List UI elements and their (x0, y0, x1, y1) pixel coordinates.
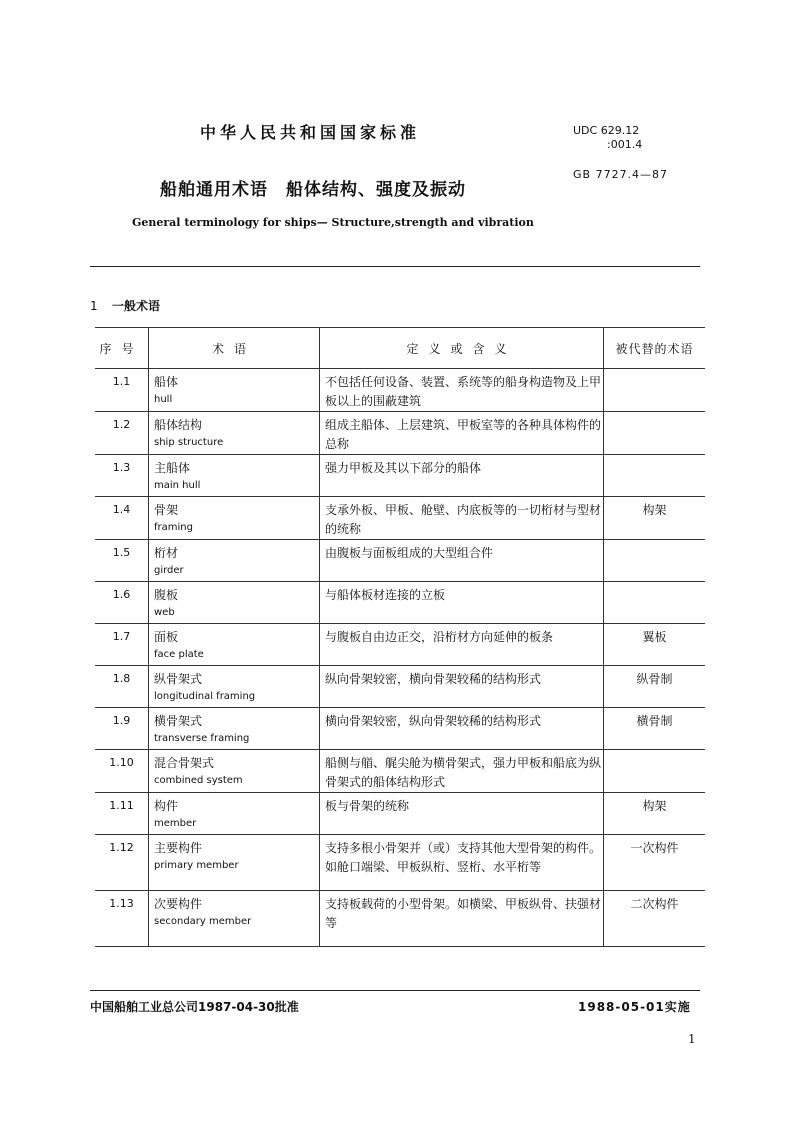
term-en: combined system (154, 775, 243, 786)
replaced-term-cell: 横骨制 (604, 708, 706, 750)
term-en: girder (154, 565, 184, 576)
gb-number: GB 7727.4—87 (573, 168, 669, 181)
standard-title: 中华人民共和国国家标准 (200, 123, 421, 142)
section-heading (90, 297, 160, 314)
definition-cell: 板与骨架的统称 (320, 793, 604, 835)
title-part2: 船体结构、强度及振动 (286, 180, 466, 200)
row-number: 1.11 (95, 793, 149, 835)
replaced-term-cell: 一次构件 (604, 835, 706, 891)
row-number: 1.9 (95, 708, 149, 750)
header-no: 序号 (95, 328, 149, 369)
term-cell (149, 835, 320, 891)
term-zh: 主船体 (154, 461, 191, 475)
term-zh: 面板 (154, 630, 179, 644)
table-row (95, 540, 705, 582)
term-zh: 船体 (154, 375, 179, 389)
definition-cell: 与腹板自由边正交，沿桁材方向延伸的板条 (320, 624, 604, 666)
document-title (160, 175, 466, 200)
row-number: 1.10 (95, 750, 149, 793)
table-row (95, 666, 705, 708)
term-en: ship structure (154, 437, 224, 448)
row-number: 1.1 (95, 369, 149, 412)
header-replaced-term: 被代替的术语 (604, 328, 706, 369)
row-number: 1.6 (95, 582, 149, 624)
row-number: 1.12 (95, 835, 149, 891)
row-number: 1.4 (95, 497, 149, 540)
section-title: 一般术语 (112, 299, 161, 313)
term-en: framing (154, 522, 193, 533)
row-number: 1.7 (95, 624, 149, 666)
page-number: 1 (688, 1032, 696, 1046)
replaced-term-cell (604, 455, 706, 497)
header-definition: 定义或含义 (320, 328, 604, 369)
section-number: 1 (90, 299, 98, 313)
term-en: hull (154, 394, 173, 405)
table-row (95, 412, 705, 455)
definition-cell: 支持板载荷的小型骨架。如横梁、甲板纵骨、扶强材等 (320, 891, 604, 947)
header-divider (90, 266, 700, 267)
term-cell (149, 582, 320, 624)
table-row (95, 750, 705, 793)
term-zh: 腹板 (154, 588, 179, 602)
definition-cell: 由腹板与面板组成的大型组合件 (320, 540, 604, 582)
term-cell (149, 540, 320, 582)
definition-cell: 船侧与艏、艉尖舱为横骨架式，强力甲板和船底为纵骨架式的船体结构形式 (320, 750, 604, 793)
row-number: 1.3 (95, 455, 149, 497)
term-zh: 主要构件 (154, 841, 203, 855)
replaced-term-cell (604, 582, 706, 624)
term-cell (149, 708, 320, 750)
term-en: face plate (154, 649, 204, 660)
term-cell (149, 497, 320, 540)
row-number: 1.8 (95, 666, 149, 708)
effective-date: 1988-05-01实施 (578, 1000, 691, 1014)
udc-code (573, 124, 642, 152)
term-zh: 构件 (154, 799, 179, 813)
replaced-term-cell (604, 540, 706, 582)
term-en: longitudinal framing (154, 691, 256, 702)
english-title: General terminology for ships— Structure,strength and vibration (132, 216, 534, 229)
definition-cell: 组成主船体、上层建筑、甲板室等的各种具体构件的总称 (320, 412, 604, 455)
table-row (95, 582, 705, 624)
definition-cell: 支承外板、甲板、舱壁、内底板等的一切桁材与型材的统称 (320, 497, 604, 540)
replaced-term-cell (604, 412, 706, 455)
term-zh: 骨架 (154, 503, 179, 517)
term-cell (149, 624, 320, 666)
replaced-term-cell: 二次构件 (604, 891, 706, 947)
definition-cell: 横向骨架较密，纵向骨架较稀的结构形式 (320, 708, 604, 750)
term-en: transverse framing (154, 733, 250, 744)
definition-cell: 与船体板材连接的立板 (320, 582, 604, 624)
term-cell (149, 793, 320, 835)
header-term: 术语 (149, 328, 320, 369)
term-cell (149, 455, 320, 497)
table-row (95, 891, 705, 947)
table-row (95, 835, 705, 891)
udc-line2: :001.4 (607, 138, 643, 151)
terms-table (95, 327, 705, 947)
row-number: 1.5 (95, 540, 149, 582)
term-en: web (154, 607, 175, 618)
term-cell (149, 891, 320, 947)
replaced-term-cell: 构架 (604, 497, 706, 540)
approval-text: 中国船舶工业总公司1987-04-30批准 (90, 1000, 299, 1014)
title-part1: 船舶通用术语 (160, 180, 268, 200)
term-cell (149, 369, 320, 412)
definition-cell: 支持多根小骨架并（或）支持其他大型骨架的构件。如舱口端梁、甲板纵桁、竖桁、水平桁等 (320, 835, 604, 891)
term-cell (149, 666, 320, 708)
replaced-term-cell: 纵骨制 (604, 666, 706, 708)
term-en: main hull (154, 480, 201, 491)
table-body (95, 369, 705, 947)
term-zh: 纵骨架式 (154, 672, 203, 686)
row-number: 1.13 (95, 891, 149, 947)
table-row (95, 624, 705, 666)
table-row (95, 369, 705, 412)
term-zh: 桁材 (154, 546, 179, 560)
table-row (95, 497, 705, 540)
table-header-row (95, 328, 705, 369)
table-row (95, 793, 705, 835)
term-cell (149, 412, 320, 455)
term-zh: 横骨架式 (154, 714, 203, 728)
replaced-term-cell (604, 750, 706, 793)
definition-cell: 强力甲板及其以下部分的船体 (320, 455, 604, 497)
footer-divider (90, 990, 700, 991)
term-cell (149, 750, 320, 793)
row-number: 1.2 (95, 412, 149, 455)
term-en: secondary member (154, 916, 252, 927)
table-row (95, 455, 705, 497)
replaced-term-cell: 构架 (604, 793, 706, 835)
term-zh: 船体结构 (154, 418, 203, 432)
definition-cell: 纵向骨架较密，横向骨架较稀的结构形式 (320, 666, 604, 708)
udc-line1: UDC 629.12 (573, 124, 640, 137)
term-en: primary member (154, 860, 239, 871)
term-zh: 混合骨架式 (154, 756, 215, 770)
replaced-term-cell: 翼板 (604, 624, 706, 666)
definition-cell: 不包括任何设备、装置、系统等的船身构造物及上甲板以上的围蔽建筑 (320, 369, 604, 412)
table-row (95, 708, 705, 750)
term-zh: 次要构件 (154, 897, 203, 911)
term-en: member (154, 818, 197, 829)
replaced-term-cell (604, 369, 706, 412)
